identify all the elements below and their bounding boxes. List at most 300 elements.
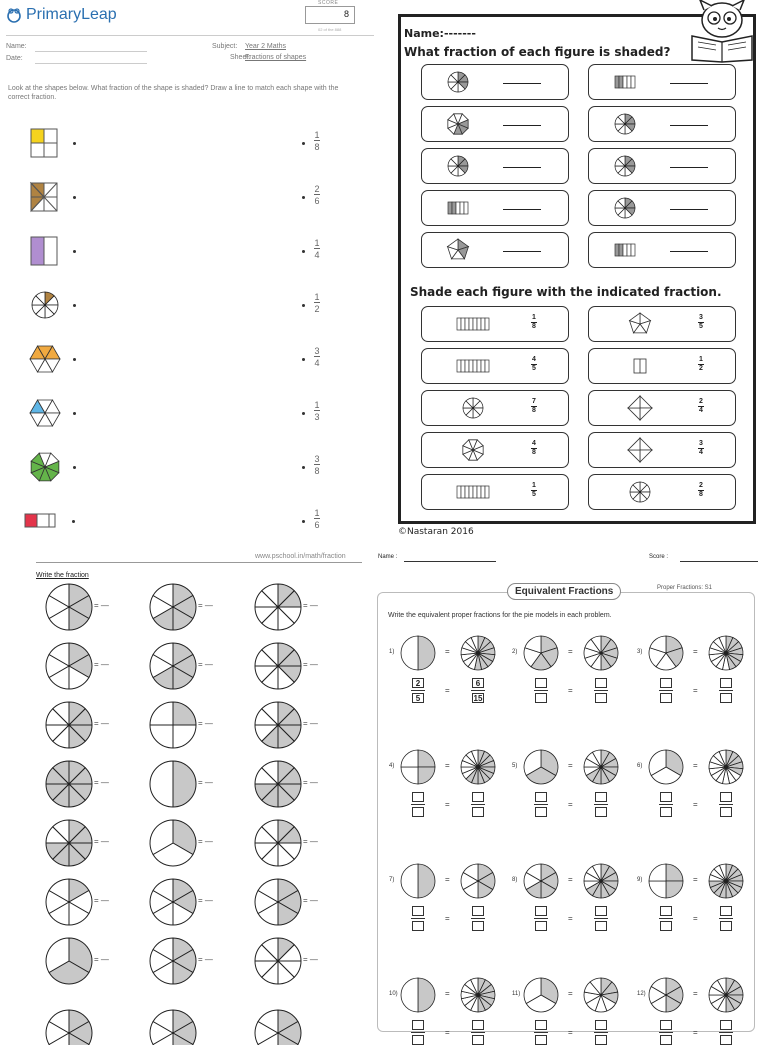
denominator-box[interactable] xyxy=(472,921,484,931)
equals-blank[interactable]: = — xyxy=(198,778,213,787)
fraction-label xyxy=(314,508,320,530)
primaryleap-worksheet xyxy=(0,0,380,545)
subject-label: Subject: xyxy=(212,43,238,50)
numerator-box[interactable] xyxy=(412,906,424,916)
denominator: 8 xyxy=(532,407,536,414)
fraction-pie xyxy=(44,818,94,868)
date-label: Date: xyxy=(6,55,23,62)
section-heading: Write the fraction xyxy=(36,572,89,579)
numerator: 1 xyxy=(314,130,320,140)
match-dot-left[interactable] xyxy=(73,412,76,415)
denominator-box[interactable] xyxy=(472,807,484,817)
rectangle-parts-icon xyxy=(449,353,499,379)
denominator-box[interactable] xyxy=(595,921,607,931)
equals-blank[interactable]: = — xyxy=(198,896,213,905)
denominator: 5 xyxy=(532,365,536,372)
numerator: 1 xyxy=(314,508,320,518)
name-label: Name : xyxy=(378,554,398,560)
numerator: 2 xyxy=(314,184,320,194)
square-eighths-icon xyxy=(28,180,62,214)
pie-model xyxy=(399,862,437,900)
problem-number: 7) xyxy=(389,877,395,883)
problem-number: 10) xyxy=(389,991,398,997)
primaryleap-logo xyxy=(6,6,117,24)
numerator-box[interactable] xyxy=(720,906,732,916)
frog-logo-icon xyxy=(6,7,22,23)
equals-blank[interactable]: = — xyxy=(303,955,318,964)
name-line[interactable] xyxy=(35,51,147,52)
fraction-bar xyxy=(534,1032,548,1033)
problem-number: 1) xyxy=(389,649,395,655)
numerator-box[interactable] xyxy=(595,1020,607,1030)
denominator: 8 xyxy=(314,142,320,152)
fraction-pie xyxy=(253,877,303,927)
denominator-box[interactable] xyxy=(660,807,672,817)
circle-shaded-icon xyxy=(443,153,473,179)
indicated-fraction xyxy=(531,482,537,499)
fraction-bar xyxy=(471,690,485,691)
sheet-label: Sheet: xyxy=(230,54,251,61)
pie-model xyxy=(459,862,497,900)
pie-model xyxy=(707,976,745,1014)
numerator-box[interactable] xyxy=(720,792,732,802)
pie-model xyxy=(522,862,560,900)
numerator: 2 xyxy=(699,482,703,489)
pie-model xyxy=(707,634,745,672)
numerator: 3 xyxy=(314,454,320,464)
equals-blank[interactable]: = — xyxy=(198,837,213,846)
denominator-box[interactable] xyxy=(412,1035,424,1045)
equals-sign: = xyxy=(445,914,450,923)
fraction-bar xyxy=(314,248,320,249)
fraction-pie xyxy=(253,1008,303,1024)
fraction-label xyxy=(314,184,320,206)
numerator-box[interactable]: 6 xyxy=(472,678,484,688)
pie-model xyxy=(582,748,620,786)
numerator-box[interactable] xyxy=(595,678,607,688)
indicated-fraction xyxy=(698,356,704,373)
sheet-value: Fractions of shapes xyxy=(245,54,307,61)
answer-line[interactable] xyxy=(503,167,541,168)
numerator-box[interactable]: 2 xyxy=(412,678,424,688)
pie-model xyxy=(399,634,437,672)
subject-value: Year 2 Maths xyxy=(245,43,286,50)
answer-line[interactable] xyxy=(503,83,541,84)
equals-sign: = xyxy=(445,800,450,809)
match-dot-right[interactable] xyxy=(302,412,305,415)
denominator: 4 xyxy=(699,407,703,414)
denominator-box[interactable] xyxy=(660,921,672,931)
equals-blank[interactable]: = — xyxy=(94,601,109,610)
denominator-box[interactable] xyxy=(412,807,424,817)
indicated-fraction xyxy=(531,398,537,415)
pie-model xyxy=(707,748,745,786)
denominator: 5 xyxy=(532,491,536,498)
date-line[interactable] xyxy=(35,63,147,64)
equals-blank[interactable]: = — xyxy=(303,719,318,728)
numerator: 3 xyxy=(699,314,703,321)
equals-sign: = xyxy=(568,914,573,923)
pie-model xyxy=(459,976,497,1014)
equals-blank[interactable]: = — xyxy=(198,719,213,728)
rectangle-halves-icon xyxy=(28,234,62,268)
rectangle-shaded-icon xyxy=(443,195,473,221)
equals-sign: = xyxy=(693,686,698,695)
equals-blank[interactable]: = — xyxy=(303,896,318,905)
fraction-bar xyxy=(594,918,608,919)
numerator: 7 xyxy=(532,398,536,405)
fraction-pie xyxy=(148,641,198,691)
equals-sign: = xyxy=(693,1028,698,1037)
equals-sign: = xyxy=(445,1028,450,1037)
numerator-box[interactable] xyxy=(720,678,732,688)
equals-blank[interactable]: = — xyxy=(94,955,109,964)
equals-sign: = xyxy=(693,761,698,770)
denominator-box[interactable] xyxy=(720,921,732,931)
rectangle-parts-icon xyxy=(449,311,499,337)
circle-parts-icon xyxy=(616,479,666,505)
score-label: SCORE xyxy=(318,0,339,6)
fraction-pie xyxy=(253,700,303,750)
match-dot-right[interactable] xyxy=(302,358,305,361)
fraction-bar xyxy=(314,140,320,141)
problem-number: 9) xyxy=(637,877,643,883)
denominator: 6 xyxy=(314,196,320,206)
pie-model xyxy=(522,634,560,672)
denominator-box[interactable] xyxy=(660,1035,672,1045)
pie-model xyxy=(459,748,497,786)
fraction-label xyxy=(314,130,320,152)
pie-model xyxy=(707,862,745,900)
answer-line[interactable] xyxy=(503,251,541,252)
source-url: www.pschool.in/math/fraction xyxy=(255,553,346,560)
fraction-bar xyxy=(411,804,425,805)
fraction-pie xyxy=(44,1008,94,1024)
pentagon-parts-icon xyxy=(616,311,666,337)
instructions: Look at the shapes below. What fraction of the shape is shaded? Draw a line to match each shape with the correct fraction. xyxy=(8,85,339,101)
score-box: 8 xyxy=(305,6,355,24)
match-dot-left[interactable] xyxy=(72,520,75,523)
equals-blank[interactable]: = — xyxy=(94,837,109,846)
equals-sign: = xyxy=(445,686,450,695)
answer-line[interactable] xyxy=(670,83,708,84)
pie-model xyxy=(522,976,560,1014)
numerator-box[interactable] xyxy=(412,1020,424,1030)
fraction-bar xyxy=(719,804,733,805)
numerator-box[interactable] xyxy=(412,792,424,802)
denominator: 6 xyxy=(314,520,320,530)
circle-shaded-icon xyxy=(610,195,640,221)
indicated-fraction xyxy=(698,482,704,499)
fraction-bar xyxy=(314,464,320,465)
numerator-box[interactable] xyxy=(472,1020,484,1030)
equals-blank[interactable]: = — xyxy=(94,778,109,787)
equals-sign: = xyxy=(568,761,573,770)
numerator: 2 xyxy=(699,398,703,405)
denominator: 3 xyxy=(314,412,320,422)
indicated-fraction xyxy=(531,440,537,457)
numerator-box[interactable] xyxy=(535,1020,547,1030)
match-dot-left[interactable] xyxy=(73,304,76,307)
score-line[interactable] xyxy=(680,561,758,562)
pentagon-shaded-icon xyxy=(443,237,473,263)
match-dot-right[interactable] xyxy=(302,196,305,199)
equals-sign: = xyxy=(568,686,573,695)
answer-line[interactable] xyxy=(503,125,541,126)
problem-number: 12) xyxy=(637,991,646,997)
fraction-label xyxy=(314,346,320,368)
pie-model xyxy=(582,976,620,1014)
numerator: 1 xyxy=(532,314,536,321)
shaded-fractions-worksheet xyxy=(398,14,756,524)
indicated-fraction xyxy=(531,356,537,373)
problem-number: 11) xyxy=(512,991,521,997)
fraction-pie xyxy=(253,936,303,986)
pie-model xyxy=(522,748,560,786)
fraction-pie xyxy=(44,582,94,632)
fraction-bar xyxy=(471,804,485,805)
equals-sign: = xyxy=(568,875,573,884)
score-subtext: 02 of the 888 xyxy=(318,27,342,32)
denominator: 8 xyxy=(314,466,320,476)
problem-number: 5) xyxy=(512,763,518,769)
equals-blank[interactable]: = — xyxy=(94,660,109,669)
name-field[interactable]: Name:------- xyxy=(404,27,476,40)
match-dot-right[interactable] xyxy=(302,142,305,145)
equals-sign: = xyxy=(693,875,698,884)
denominator-box[interactable] xyxy=(720,807,732,817)
problem-number: 2) xyxy=(512,649,518,655)
rectangle-thirds-icon xyxy=(22,504,56,538)
equals-sign: = xyxy=(693,647,698,656)
fraction-bar xyxy=(314,356,320,357)
equals-blank[interactable]: = — xyxy=(303,660,318,669)
equals-sign: = xyxy=(445,647,450,656)
problem-number: 8) xyxy=(512,877,518,883)
numerator-box[interactable] xyxy=(595,906,607,916)
denominator: 2 xyxy=(699,365,703,372)
circle-parts-icon xyxy=(449,395,499,421)
fraction-bar xyxy=(659,804,673,805)
numerator-box[interactable] xyxy=(535,792,547,802)
numerator: 1 xyxy=(314,400,320,410)
fraction-bar xyxy=(534,690,548,691)
denominator-box[interactable]: 5 xyxy=(412,693,424,703)
indicated-fraction xyxy=(531,314,537,331)
denominator-box[interactable] xyxy=(595,1035,607,1045)
match-dot-left[interactable] xyxy=(73,196,76,199)
worksheet-title: Equivalent Fractions xyxy=(507,583,621,600)
equals-sign: = xyxy=(568,647,573,656)
score-label: Score : xyxy=(649,554,669,560)
numerator-box[interactable] xyxy=(472,906,484,916)
numerator-box[interactable] xyxy=(595,792,607,802)
numerator: 1 xyxy=(699,356,703,363)
denominator-box[interactable] xyxy=(660,693,672,703)
numerator-box[interactable] xyxy=(535,678,547,688)
fraction-pie xyxy=(148,1008,198,1024)
equals-sign: = xyxy=(445,761,450,770)
fraction-bar xyxy=(659,918,673,919)
fraction-bar xyxy=(534,804,548,805)
circle-shaded-icon xyxy=(443,69,473,95)
circle-eighths-icon xyxy=(28,288,62,322)
fraction-pie xyxy=(148,877,198,927)
fraction-label xyxy=(314,292,320,314)
numerator: 1 xyxy=(314,238,320,248)
logo-text: PrimaryLeap xyxy=(26,6,117,23)
copyright-text: ©Nastaran 2016 xyxy=(398,527,474,537)
numerator-box[interactable] xyxy=(660,678,672,688)
diamond-parts-icon xyxy=(616,437,666,463)
part2-title: Shade each figure with the indicated fraction. xyxy=(410,285,722,299)
worksheet-subtitle: Proper Fractions: S1 xyxy=(657,585,713,591)
octagon-parts-icon xyxy=(449,437,499,463)
rectangle-shaded-icon xyxy=(610,237,640,263)
problem-number: 4) xyxy=(389,763,395,769)
match-dot-right[interactable] xyxy=(302,304,305,307)
fraction-label xyxy=(314,454,320,476)
octagon-shaded-icon xyxy=(443,111,473,137)
answer-line[interactable] xyxy=(670,167,708,168)
pie-model xyxy=(647,976,685,1014)
equals-sign: = xyxy=(445,875,450,884)
fraction-label xyxy=(314,400,320,422)
denominator-box[interactable] xyxy=(535,921,547,931)
match-dot-left[interactable] xyxy=(73,250,76,253)
square-quarters-icon xyxy=(28,126,62,160)
numerator: 3 xyxy=(699,440,703,447)
denominator-box[interactable] xyxy=(595,807,607,817)
denominator-box[interactable] xyxy=(720,693,732,703)
numerator-box[interactable] xyxy=(720,1020,732,1030)
match-dot-left[interactable] xyxy=(73,142,76,145)
answer-line[interactable] xyxy=(670,209,708,210)
fraction-bar xyxy=(594,690,608,691)
pie-model xyxy=(647,862,685,900)
equals-sign: = xyxy=(693,989,698,998)
equals-sign: = xyxy=(568,989,573,998)
fraction-pie xyxy=(44,759,94,809)
fraction-bar xyxy=(314,518,320,519)
equals-blank[interactable]: = — xyxy=(198,601,213,610)
part1-title: What fraction of each figure is shaded? xyxy=(404,45,671,59)
hexagon-sixths-icon xyxy=(28,396,62,430)
pie-model xyxy=(647,634,685,672)
numerator-box[interactable] xyxy=(535,906,547,916)
square-parts-icon xyxy=(616,353,666,379)
fraction-bar xyxy=(719,1032,733,1033)
numerator: 1 xyxy=(532,482,536,489)
denominator-box[interactable]: 15 xyxy=(473,693,483,703)
circle-shaded-icon xyxy=(610,111,640,137)
fraction-bar xyxy=(594,804,608,805)
numerator: 4 xyxy=(532,356,536,363)
equals-blank[interactable]: = — xyxy=(303,778,318,787)
problem-number: 3) xyxy=(637,649,643,655)
answer-line[interactable] xyxy=(503,209,541,210)
hexagon-sixths-icon xyxy=(28,342,62,376)
name-line[interactable] xyxy=(404,561,496,562)
name-label: Name: xyxy=(6,43,27,50)
fraction-pie xyxy=(44,936,94,986)
fraction-pie xyxy=(253,582,303,632)
match-dot-left[interactable] xyxy=(73,358,76,361)
denominator-box[interactable] xyxy=(720,1035,732,1045)
match-dot-right[interactable] xyxy=(302,466,305,469)
numerator: 1 xyxy=(314,292,320,302)
fraction-bar xyxy=(719,690,733,691)
header-divider xyxy=(6,35,374,36)
fraction-pie xyxy=(253,641,303,691)
numerator-box[interactable] xyxy=(660,1020,672,1030)
equals-blank[interactable]: = — xyxy=(303,837,318,846)
denominator: 8 xyxy=(532,449,536,456)
fraction-bar xyxy=(659,1032,673,1033)
fraction-pie xyxy=(44,641,94,691)
fraction-bar xyxy=(659,690,673,691)
pie-model xyxy=(582,862,620,900)
pie-model xyxy=(399,748,437,786)
fraction-bar xyxy=(314,194,320,195)
equals-blank[interactable]: = — xyxy=(198,955,213,964)
denominator-box[interactable] xyxy=(472,1035,484,1045)
pie-model xyxy=(459,634,497,672)
match-dot-right[interactable] xyxy=(302,520,305,523)
denominator-box[interactable] xyxy=(535,1035,547,1045)
equals-blank[interactable]: = — xyxy=(94,896,109,905)
equals-blank[interactable]: = — xyxy=(303,601,318,610)
equals-sign: = xyxy=(693,914,698,923)
fraction-bar xyxy=(314,410,320,411)
match-dot-right[interactable] xyxy=(302,250,305,253)
numerator-box[interactable] xyxy=(660,906,672,916)
equivalent-fractions-worksheet xyxy=(375,545,768,1037)
octagon-quarters-icon xyxy=(28,450,62,484)
problem-number: 6) xyxy=(637,763,643,769)
fraction-pie xyxy=(148,818,198,868)
equals-sign: = xyxy=(693,800,698,809)
denominator-box[interactable] xyxy=(595,693,607,703)
numerator-box[interactable] xyxy=(472,792,484,802)
indicated-fraction xyxy=(698,440,704,457)
answer-line[interactable] xyxy=(670,125,708,126)
fraction-bar xyxy=(719,918,733,919)
denominator-box[interactable] xyxy=(535,807,547,817)
fraction-bar xyxy=(471,1032,485,1033)
denominator-box[interactable] xyxy=(535,693,547,703)
denominator-box[interactable] xyxy=(412,921,424,931)
cat-reading-book-icon xyxy=(686,0,758,62)
header-rule xyxy=(36,562,362,563)
numerator: 4 xyxy=(532,440,536,447)
fraction-pie xyxy=(253,759,303,809)
equals-blank[interactable]: = — xyxy=(94,719,109,728)
fraction-pie xyxy=(253,818,303,868)
pie-model xyxy=(647,748,685,786)
denominator: 5 xyxy=(699,323,703,330)
match-dot-left[interactable] xyxy=(73,466,76,469)
denominator: 4 xyxy=(699,449,703,456)
fraction-pie xyxy=(148,582,198,632)
numerator: 3 xyxy=(314,346,320,356)
rectangle-parts-icon xyxy=(449,479,499,505)
equals-blank[interactable]: = — xyxy=(198,660,213,669)
answer-line[interactable] xyxy=(670,251,708,252)
numerator-box[interactable] xyxy=(660,792,672,802)
fraction-bar xyxy=(411,1032,425,1033)
pie-model xyxy=(399,976,437,1014)
